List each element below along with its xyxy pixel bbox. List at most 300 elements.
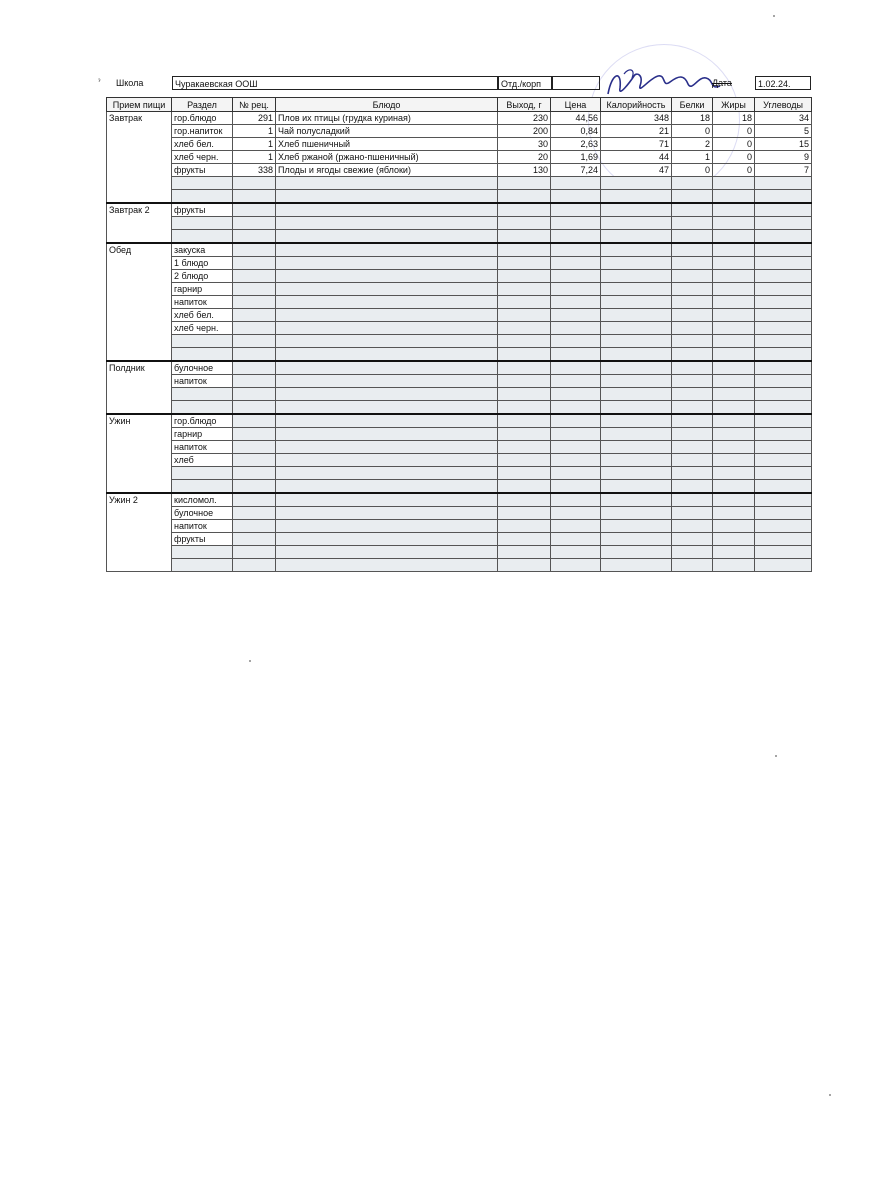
recipe-cell[interactable] bbox=[233, 467, 276, 480]
calories-cell[interactable] bbox=[601, 257, 672, 270]
fat-cell[interactable] bbox=[713, 335, 755, 348]
calories-cell[interactable] bbox=[601, 428, 672, 441]
fat-cell[interactable] bbox=[713, 441, 755, 454]
carbs-cell[interactable] bbox=[755, 335, 812, 348]
calories-cell[interactable]: 348 bbox=[601, 112, 672, 125]
recipe-cell[interactable] bbox=[233, 335, 276, 348]
output-cell[interactable] bbox=[498, 283, 551, 296]
calories-cell[interactable] bbox=[601, 296, 672, 309]
carbs-cell[interactable] bbox=[755, 190, 812, 204]
section-cell[interactable]: закуска bbox=[172, 243, 233, 257]
protein-cell[interactable] bbox=[672, 230, 713, 244]
dish-cell[interactable] bbox=[276, 203, 498, 217]
carbs-cell[interactable]: 5 bbox=[755, 125, 812, 138]
section-cell[interactable]: хлеб бел. bbox=[172, 309, 233, 322]
fat-cell[interactable] bbox=[713, 467, 755, 480]
output-cell[interactable] bbox=[498, 309, 551, 322]
price-cell[interactable] bbox=[551, 546, 601, 559]
section-cell[interactable] bbox=[172, 348, 233, 362]
carbs-cell[interactable] bbox=[755, 375, 812, 388]
output-cell[interactable] bbox=[498, 467, 551, 480]
protein-cell[interactable] bbox=[672, 190, 713, 204]
output-cell[interactable] bbox=[498, 296, 551, 309]
protein-cell[interactable]: 18 bbox=[672, 112, 713, 125]
dish-cell[interactable]: Хлеб пшеничный bbox=[276, 138, 498, 151]
dish-cell[interactable] bbox=[276, 257, 498, 270]
carbs-cell[interactable] bbox=[755, 559, 812, 572]
dish-cell[interactable] bbox=[276, 467, 498, 480]
section-cell[interactable]: напиток bbox=[172, 375, 233, 388]
calories-cell[interactable] bbox=[601, 309, 672, 322]
recipe-cell[interactable]: 1 bbox=[233, 138, 276, 151]
section-cell[interactable] bbox=[172, 480, 233, 494]
carbs-cell[interactable]: 7 bbox=[755, 164, 812, 177]
section-cell[interactable] bbox=[172, 559, 233, 572]
section-cell[interactable] bbox=[172, 177, 233, 190]
section-cell[interactable]: напиток bbox=[172, 296, 233, 309]
carbs-cell[interactable] bbox=[755, 388, 812, 401]
fat-cell[interactable] bbox=[713, 361, 755, 375]
fat-cell[interactable] bbox=[713, 243, 755, 257]
output-cell[interactable] bbox=[498, 243, 551, 257]
output-cell[interactable] bbox=[498, 546, 551, 559]
output-cell[interactable]: 30 bbox=[498, 138, 551, 151]
calories-cell[interactable] bbox=[601, 546, 672, 559]
price-cell[interactable] bbox=[551, 283, 601, 296]
protein-cell[interactable]: 2 bbox=[672, 138, 713, 151]
fat-cell[interactable] bbox=[713, 203, 755, 217]
recipe-cell[interactable] bbox=[233, 507, 276, 520]
recipe-cell[interactable] bbox=[233, 441, 276, 454]
calories-cell[interactable] bbox=[601, 190, 672, 204]
dept-field[interactable] bbox=[552, 76, 600, 90]
output-cell[interactable] bbox=[498, 441, 551, 454]
dish-cell[interactable] bbox=[276, 361, 498, 375]
fat-cell[interactable] bbox=[713, 559, 755, 572]
price-cell[interactable] bbox=[551, 335, 601, 348]
dish-cell[interactable] bbox=[276, 243, 498, 257]
carbs-cell[interactable] bbox=[755, 177, 812, 190]
recipe-cell[interactable] bbox=[233, 428, 276, 441]
carbs-cell[interactable] bbox=[755, 480, 812, 494]
section-cell[interactable] bbox=[172, 546, 233, 559]
section-cell[interactable] bbox=[172, 217, 233, 230]
calories-cell[interactable] bbox=[601, 520, 672, 533]
output-cell[interactable] bbox=[498, 270, 551, 283]
date-field[interactable]: 1.02.24. bbox=[755, 76, 811, 90]
protein-cell[interactable] bbox=[672, 546, 713, 559]
price-cell[interactable] bbox=[551, 507, 601, 520]
recipe-cell[interactable] bbox=[233, 348, 276, 362]
calories-cell[interactable] bbox=[601, 361, 672, 375]
fat-cell[interactable] bbox=[713, 283, 755, 296]
protein-cell[interactable]: 1 bbox=[672, 151, 713, 164]
section-cell[interactable]: булочное bbox=[172, 507, 233, 520]
carbs-cell[interactable] bbox=[755, 270, 812, 283]
carbs-cell[interactable] bbox=[755, 296, 812, 309]
protein-cell[interactable] bbox=[672, 335, 713, 348]
fat-cell[interactable] bbox=[713, 388, 755, 401]
calories-cell[interactable] bbox=[601, 322, 672, 335]
price-cell[interactable]: 0,84 bbox=[551, 125, 601, 138]
recipe-cell[interactable] bbox=[233, 375, 276, 388]
carbs-cell[interactable] bbox=[755, 414, 812, 428]
calories-cell[interactable] bbox=[601, 454, 672, 467]
section-cell[interactable] bbox=[172, 388, 233, 401]
price-cell[interactable] bbox=[551, 203, 601, 217]
section-cell[interactable]: хлеб черн. bbox=[172, 322, 233, 335]
protein-cell[interactable] bbox=[672, 401, 713, 415]
protein-cell[interactable] bbox=[672, 296, 713, 309]
output-cell[interactable]: 230 bbox=[498, 112, 551, 125]
section-cell[interactable]: гор.напиток bbox=[172, 125, 233, 138]
dish-cell[interactable] bbox=[276, 388, 498, 401]
price-cell[interactable] bbox=[551, 270, 601, 283]
price-cell[interactable] bbox=[551, 243, 601, 257]
output-cell[interactable] bbox=[498, 177, 551, 190]
protein-cell[interactable] bbox=[672, 217, 713, 230]
fat-cell[interactable] bbox=[713, 177, 755, 190]
recipe-cell[interactable] bbox=[233, 454, 276, 467]
fat-cell[interactable] bbox=[713, 507, 755, 520]
calories-cell[interactable] bbox=[601, 283, 672, 296]
carbs-cell[interactable] bbox=[755, 401, 812, 415]
dish-cell[interactable] bbox=[276, 428, 498, 441]
dish-cell[interactable] bbox=[276, 348, 498, 362]
recipe-cell[interactable] bbox=[233, 388, 276, 401]
price-cell[interactable] bbox=[551, 309, 601, 322]
section-cell[interactable] bbox=[172, 467, 233, 480]
fat-cell[interactable] bbox=[713, 375, 755, 388]
protein-cell[interactable] bbox=[672, 520, 713, 533]
protein-cell[interactable] bbox=[672, 388, 713, 401]
fat-cell[interactable]: 0 bbox=[713, 151, 755, 164]
dish-cell[interactable] bbox=[276, 520, 498, 533]
protein-cell[interactable] bbox=[672, 559, 713, 572]
output-cell[interactable] bbox=[498, 428, 551, 441]
school-name-field[interactable]: Чуракаевская ООШ bbox=[172, 76, 498, 90]
dish-cell[interactable] bbox=[276, 270, 498, 283]
calories-cell[interactable] bbox=[601, 177, 672, 190]
price-cell[interactable] bbox=[551, 441, 601, 454]
output-cell[interactable] bbox=[498, 520, 551, 533]
calories-cell[interactable]: 44 bbox=[601, 151, 672, 164]
carbs-cell[interactable] bbox=[755, 217, 812, 230]
section-cell[interactable] bbox=[172, 335, 233, 348]
fat-cell[interactable] bbox=[713, 546, 755, 559]
output-cell[interactable] bbox=[498, 190, 551, 204]
calories-cell[interactable] bbox=[601, 414, 672, 428]
carbs-cell[interactable] bbox=[755, 257, 812, 270]
section-cell[interactable]: 2 блюдо bbox=[172, 270, 233, 283]
calories-cell[interactable] bbox=[601, 270, 672, 283]
protein-cell[interactable] bbox=[672, 361, 713, 375]
fat-cell[interactable]: 18 bbox=[713, 112, 755, 125]
price-cell[interactable] bbox=[551, 177, 601, 190]
price-cell[interactable] bbox=[551, 257, 601, 270]
recipe-cell[interactable] bbox=[233, 190, 276, 204]
calories-cell[interactable] bbox=[601, 388, 672, 401]
output-cell[interactable] bbox=[498, 348, 551, 362]
price-cell[interactable] bbox=[551, 533, 601, 546]
price-cell[interactable]: 2,63 bbox=[551, 138, 601, 151]
recipe-cell[interactable] bbox=[233, 322, 276, 335]
protein-cell[interactable] bbox=[672, 428, 713, 441]
dish-cell[interactable] bbox=[276, 480, 498, 494]
dish-cell[interactable]: Плов их птицы (грудка куриная) bbox=[276, 112, 498, 125]
protein-cell[interactable] bbox=[672, 177, 713, 190]
carbs-cell[interactable] bbox=[755, 348, 812, 362]
carbs-cell[interactable] bbox=[755, 454, 812, 467]
section-cell[interactable]: хлеб бел. bbox=[172, 138, 233, 151]
protein-cell[interactable] bbox=[672, 203, 713, 217]
recipe-cell[interactable] bbox=[233, 203, 276, 217]
price-cell[interactable]: 1,69 bbox=[551, 151, 601, 164]
price-cell[interactable] bbox=[551, 428, 601, 441]
carbs-cell[interactable] bbox=[755, 322, 812, 335]
dish-cell[interactable] bbox=[276, 401, 498, 415]
carbs-cell[interactable]: 9 bbox=[755, 151, 812, 164]
calories-cell[interactable] bbox=[601, 480, 672, 494]
calories-cell[interactable] bbox=[601, 493, 672, 507]
carbs-cell[interactable] bbox=[755, 467, 812, 480]
output-cell[interactable] bbox=[498, 203, 551, 217]
recipe-cell[interactable] bbox=[233, 546, 276, 559]
carbs-cell[interactable] bbox=[755, 441, 812, 454]
fat-cell[interactable] bbox=[713, 533, 755, 546]
dish-cell[interactable] bbox=[276, 414, 498, 428]
recipe-cell[interactable] bbox=[233, 401, 276, 415]
recipe-cell[interactable]: 1 bbox=[233, 125, 276, 138]
price-cell[interactable] bbox=[551, 217, 601, 230]
dish-cell[interactable] bbox=[276, 283, 498, 296]
carbs-cell[interactable]: 15 bbox=[755, 138, 812, 151]
output-cell[interactable] bbox=[498, 375, 551, 388]
price-cell[interactable] bbox=[551, 230, 601, 244]
protein-cell[interactable] bbox=[672, 507, 713, 520]
protein-cell[interactable]: 0 bbox=[672, 164, 713, 177]
output-cell[interactable] bbox=[498, 401, 551, 415]
carbs-cell[interactable] bbox=[755, 507, 812, 520]
protein-cell[interactable] bbox=[672, 270, 713, 283]
carbs-cell[interactable] bbox=[755, 520, 812, 533]
dish-cell[interactable] bbox=[276, 507, 498, 520]
recipe-cell[interactable]: 291 bbox=[233, 112, 276, 125]
carbs-cell[interactable] bbox=[755, 361, 812, 375]
protein-cell[interactable] bbox=[672, 309, 713, 322]
fat-cell[interactable]: 0 bbox=[713, 138, 755, 151]
protein-cell[interactable] bbox=[672, 414, 713, 428]
output-cell[interactable] bbox=[498, 335, 551, 348]
section-cell[interactable] bbox=[172, 190, 233, 204]
protein-cell[interactable] bbox=[672, 375, 713, 388]
section-cell[interactable]: булочное bbox=[172, 361, 233, 375]
output-cell[interactable] bbox=[498, 507, 551, 520]
calories-cell[interactable] bbox=[601, 375, 672, 388]
price-cell[interactable] bbox=[551, 348, 601, 362]
price-cell[interactable] bbox=[551, 388, 601, 401]
dish-cell[interactable] bbox=[276, 559, 498, 572]
section-cell[interactable]: хлеб bbox=[172, 454, 233, 467]
price-cell[interactable] bbox=[551, 520, 601, 533]
fat-cell[interactable]: 0 bbox=[713, 125, 755, 138]
dish-cell[interactable] bbox=[276, 322, 498, 335]
section-cell[interactable]: гор.блюдо bbox=[172, 414, 233, 428]
output-cell[interactable]: 130 bbox=[498, 164, 551, 177]
recipe-cell[interactable]: 338 bbox=[233, 164, 276, 177]
dish-cell[interactable] bbox=[276, 441, 498, 454]
recipe-cell[interactable] bbox=[233, 217, 276, 230]
calories-cell[interactable] bbox=[601, 348, 672, 362]
price-cell[interactable] bbox=[551, 401, 601, 415]
dish-cell[interactable] bbox=[276, 177, 498, 190]
price-cell[interactable] bbox=[551, 322, 601, 335]
section-cell[interactable]: фрукты bbox=[172, 164, 233, 177]
carbs-cell[interactable] bbox=[755, 493, 812, 507]
protein-cell[interactable]: 0 bbox=[672, 125, 713, 138]
fat-cell[interactable] bbox=[713, 520, 755, 533]
dish-cell[interactable] bbox=[276, 493, 498, 507]
protein-cell[interactable] bbox=[672, 348, 713, 362]
carbs-cell[interactable] bbox=[755, 428, 812, 441]
calories-cell[interactable]: 71 bbox=[601, 138, 672, 151]
output-cell[interactable] bbox=[498, 230, 551, 244]
fat-cell[interactable] bbox=[713, 257, 755, 270]
recipe-cell[interactable] bbox=[233, 361, 276, 375]
protein-cell[interactable] bbox=[672, 493, 713, 507]
fat-cell[interactable] bbox=[713, 428, 755, 441]
recipe-cell[interactable] bbox=[233, 559, 276, 572]
protein-cell[interactable] bbox=[672, 480, 713, 494]
section-cell[interactable]: фрукты bbox=[172, 533, 233, 546]
recipe-cell[interactable]: 1 bbox=[233, 151, 276, 164]
output-cell[interactable] bbox=[498, 493, 551, 507]
price-cell[interactable] bbox=[551, 480, 601, 494]
recipe-cell[interactable] bbox=[233, 414, 276, 428]
protein-cell[interactable] bbox=[672, 243, 713, 257]
fat-cell[interactable]: 0 bbox=[713, 164, 755, 177]
output-cell[interactable]: 20 bbox=[498, 151, 551, 164]
price-cell[interactable] bbox=[551, 375, 601, 388]
section-cell[interactable]: гор.блюдо bbox=[172, 112, 233, 125]
protein-cell[interactable] bbox=[672, 322, 713, 335]
carbs-cell[interactable] bbox=[755, 283, 812, 296]
calories-cell[interactable] bbox=[601, 335, 672, 348]
carbs-cell[interactable] bbox=[755, 203, 812, 217]
protein-cell[interactable] bbox=[672, 454, 713, 467]
price-cell[interactable] bbox=[551, 493, 601, 507]
recipe-cell[interactable] bbox=[233, 257, 276, 270]
fat-cell[interactable] bbox=[713, 190, 755, 204]
section-cell[interactable]: гарнир bbox=[172, 283, 233, 296]
output-cell[interactable] bbox=[498, 533, 551, 546]
protein-cell[interactable] bbox=[672, 467, 713, 480]
fat-cell[interactable] bbox=[713, 217, 755, 230]
calories-cell[interactable]: 21 bbox=[601, 125, 672, 138]
fat-cell[interactable] bbox=[713, 230, 755, 244]
dish-cell[interactable] bbox=[276, 375, 498, 388]
recipe-cell[interactable] bbox=[233, 480, 276, 494]
recipe-cell[interactable] bbox=[233, 493, 276, 507]
price-cell[interactable]: 7,24 bbox=[551, 164, 601, 177]
dish-cell[interactable]: Плоды и ягоды свежие (яблоки) bbox=[276, 164, 498, 177]
fat-cell[interactable] bbox=[713, 401, 755, 415]
carbs-cell[interactable] bbox=[755, 243, 812, 257]
dish-cell[interactable]: Чай полусладкий bbox=[276, 125, 498, 138]
calories-cell[interactable] bbox=[601, 203, 672, 217]
fat-cell[interactable] bbox=[713, 414, 755, 428]
fat-cell[interactable] bbox=[713, 480, 755, 494]
calories-cell[interactable]: 47 bbox=[601, 164, 672, 177]
section-cell[interactable]: напиток bbox=[172, 520, 233, 533]
recipe-cell[interactable] bbox=[233, 243, 276, 257]
recipe-cell[interactable] bbox=[233, 283, 276, 296]
price-cell[interactable] bbox=[551, 559, 601, 572]
carbs-cell[interactable] bbox=[755, 309, 812, 322]
recipe-cell[interactable] bbox=[233, 533, 276, 546]
dish-cell[interactable] bbox=[276, 309, 498, 322]
section-cell[interactable]: 1 блюдо bbox=[172, 257, 233, 270]
fat-cell[interactable] bbox=[713, 296, 755, 309]
dish-cell[interactable]: Хлеб ржаной (ржано-пшеничный) bbox=[276, 151, 498, 164]
calories-cell[interactable] bbox=[601, 441, 672, 454]
carbs-cell[interactable]: 34 bbox=[755, 112, 812, 125]
fat-cell[interactable] bbox=[713, 322, 755, 335]
fat-cell[interactable] bbox=[713, 270, 755, 283]
output-cell[interactable] bbox=[498, 454, 551, 467]
output-cell[interactable] bbox=[498, 480, 551, 494]
price-cell[interactable] bbox=[551, 190, 601, 204]
recipe-cell[interactable] bbox=[233, 309, 276, 322]
calories-cell[interactable] bbox=[601, 559, 672, 572]
output-cell[interactable] bbox=[498, 257, 551, 270]
recipe-cell[interactable] bbox=[233, 177, 276, 190]
output-cell[interactable] bbox=[498, 388, 551, 401]
carbs-cell[interactable] bbox=[755, 533, 812, 546]
price-cell[interactable] bbox=[551, 361, 601, 375]
protein-cell[interactable] bbox=[672, 283, 713, 296]
price-cell[interactable] bbox=[551, 296, 601, 309]
calories-cell[interactable] bbox=[601, 507, 672, 520]
output-cell[interactable]: 200 bbox=[498, 125, 551, 138]
recipe-cell[interactable] bbox=[233, 230, 276, 244]
carbs-cell[interactable] bbox=[755, 546, 812, 559]
protein-cell[interactable] bbox=[672, 257, 713, 270]
price-cell[interactable] bbox=[551, 454, 601, 467]
output-cell[interactable] bbox=[498, 559, 551, 572]
section-cell[interactable] bbox=[172, 230, 233, 244]
calories-cell[interactable] bbox=[601, 230, 672, 244]
section-cell[interactable]: хлеб черн. bbox=[172, 151, 233, 164]
section-cell[interactable]: фрукты bbox=[172, 203, 233, 217]
dish-cell[interactable] bbox=[276, 533, 498, 546]
output-cell[interactable] bbox=[498, 217, 551, 230]
price-cell[interactable] bbox=[551, 414, 601, 428]
output-cell[interactable] bbox=[498, 414, 551, 428]
section-cell[interactable]: напиток bbox=[172, 441, 233, 454]
dish-cell[interactable] bbox=[276, 217, 498, 230]
fat-cell[interactable] bbox=[713, 454, 755, 467]
calories-cell[interactable] bbox=[601, 243, 672, 257]
section-cell[interactable] bbox=[172, 401, 233, 415]
dish-cell[interactable] bbox=[276, 230, 498, 244]
output-cell[interactable] bbox=[498, 322, 551, 335]
dish-cell[interactable] bbox=[276, 546, 498, 559]
fat-cell[interactable] bbox=[713, 493, 755, 507]
price-cell[interactable]: 44,56 bbox=[551, 112, 601, 125]
dish-cell[interactable] bbox=[276, 296, 498, 309]
output-cell[interactable] bbox=[498, 361, 551, 375]
